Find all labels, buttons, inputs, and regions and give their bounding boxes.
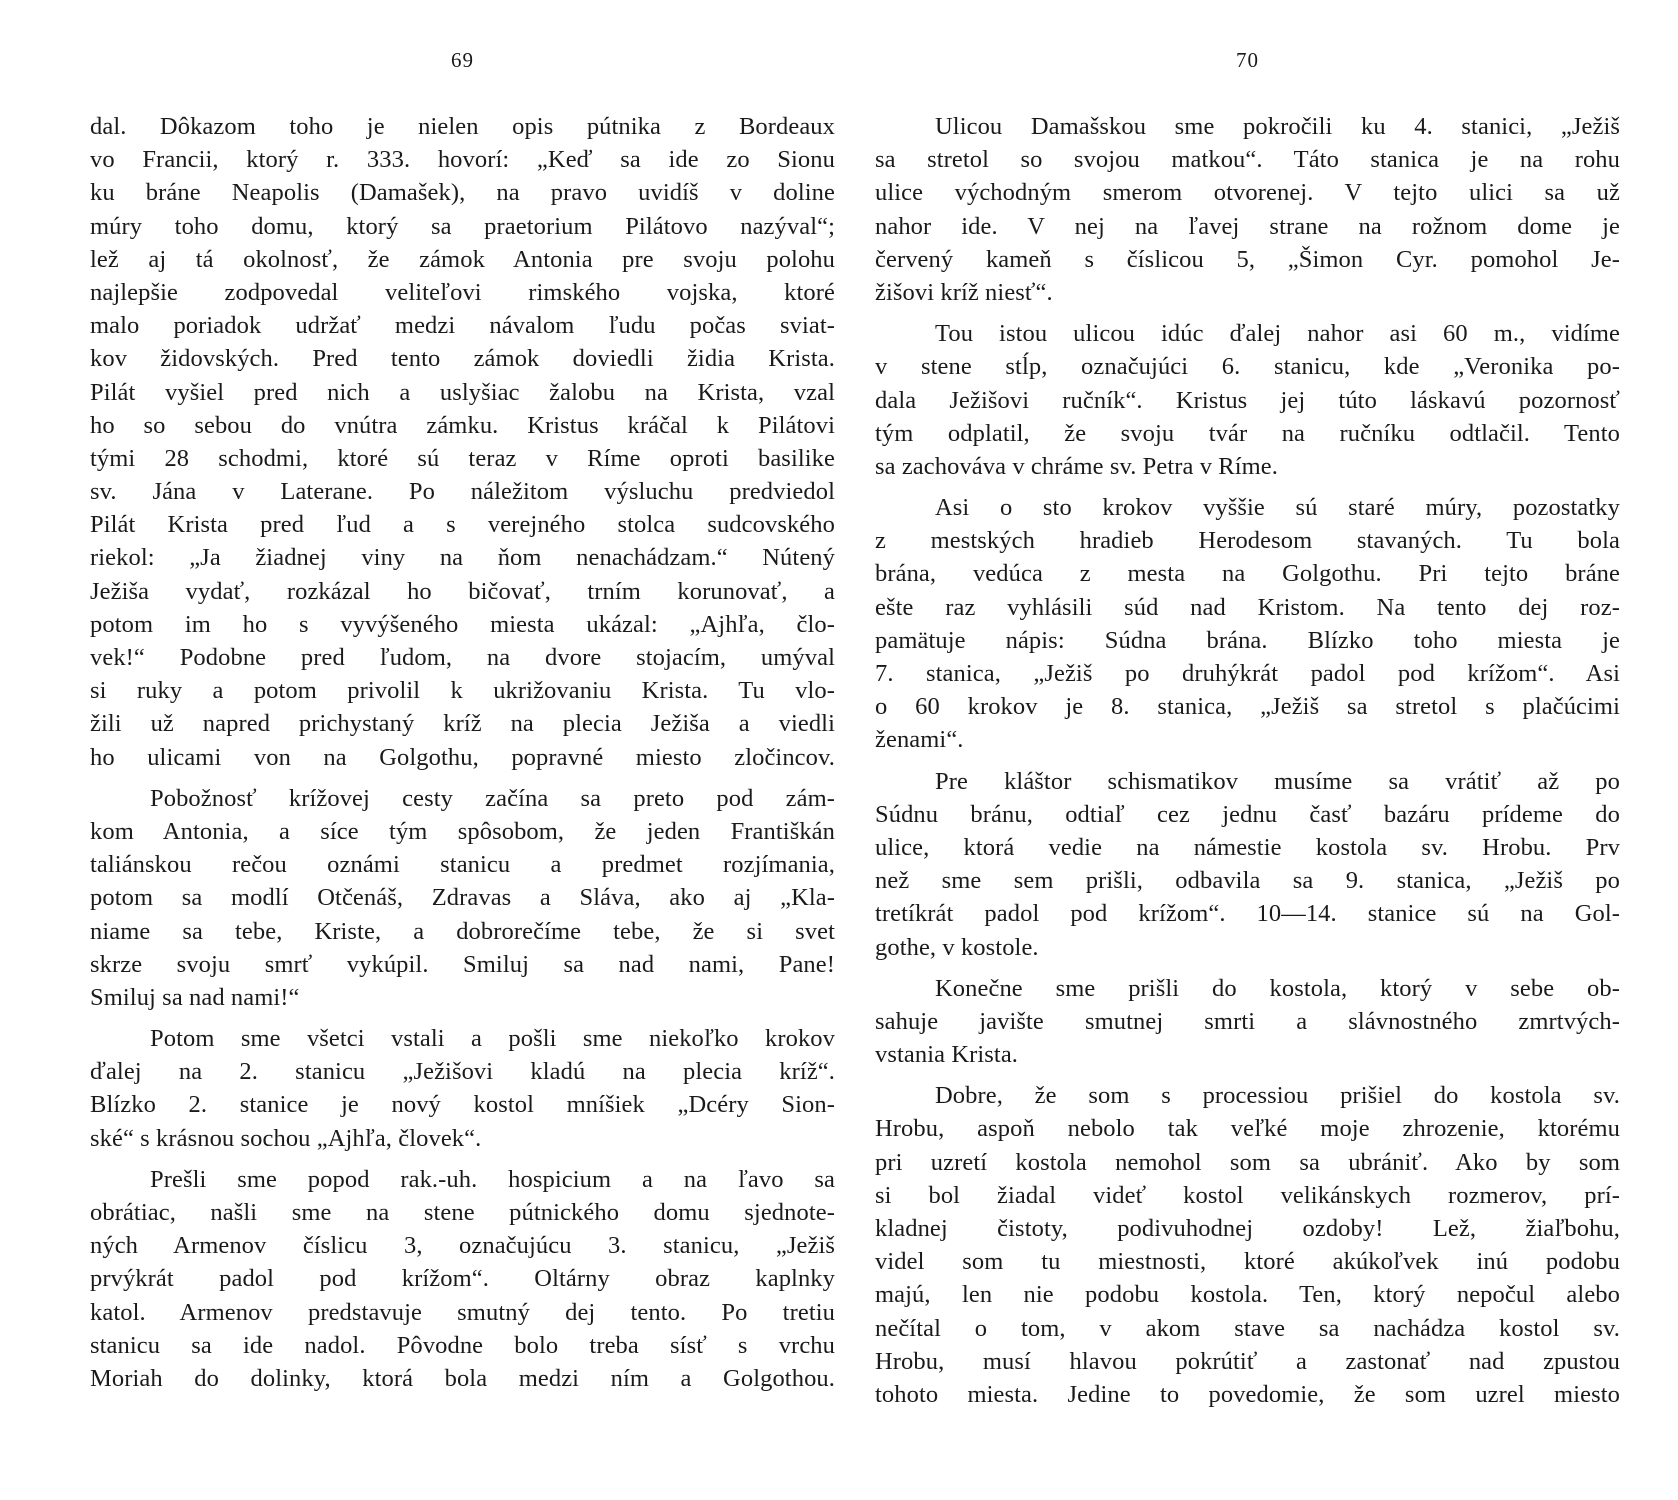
paragraph [875, 110, 1620, 309]
text-line: pri uzretí kostola nemohol som sa ubrániť. Ako by som [875, 1148, 1620, 1176]
text-line: ské“ s krásnou sochou „Ajhľa, človek“. [90, 1124, 482, 1152]
paragraph [90, 1022, 835, 1155]
text-line: potom sa modlí Otčenáš, Zdravas a Sláva, ako aj „Kla- [90, 884, 835, 912]
text-line: si bol žiadal videť kostol velikánskych rozmerov, prí- [875, 1181, 1620, 1209]
text-line: kom Antonia, a síce tým spôsobom, že jeden Františkán [90, 817, 835, 845]
paragraph [875, 1079, 1620, 1411]
text-line: lež aj tá okolnosť, že zámok Antonia pre svoju polohu [90, 245, 835, 273]
text-line: tretíkrát padol pod krížom“. 10—14. stanice sú na Gol- [875, 900, 1620, 928]
text-line: červený kameň s číslicou 5, „Šimon Cyr. pomohol Je- [875, 245, 1620, 273]
text-line: Hrobu, musí hlavou pokrútiť a zastonať nad zpustou [875, 1347, 1620, 1375]
page-number-right: 70 [1236, 48, 1259, 72]
text-line: Dobre, že som s processiou prišiel do kostola sv. [935, 1082, 1620, 1110]
page-number-left: 69 [451, 48, 474, 72]
text-line: Pilát Krista pred ľud a s verejného stolca sudcovského [90, 511, 835, 539]
text-line: ných Armenov číslicu 3, označujúcu 3. stanicu, „Ježiš [90, 1232, 835, 1260]
text-line: sa zachováva v chráme sv. Petra v Ríme. [875, 452, 1279, 480]
text-line: katol. Armenov predstavuje smutný dej tento. Po tretiu [90, 1298, 835, 1326]
paragraph [875, 972, 1620, 1072]
paragraph [875, 765, 1620, 964]
text-line: potom im ho s vyvýšeného miesta ukázal: „Ajhľa, člo- [90, 610, 835, 638]
text-line: Prešli sme popod rak.-uh. hospicium a na ľavo sa [150, 1165, 835, 1193]
text-line: v stene stĺp, označujúci 6. stanicu, kde „Veronika po- [875, 353, 1620, 381]
text-line: Smiluj sa nad nami!“ [90, 983, 300, 1011]
text-line: kov židovských. Pred tento zámok doviedli židia Krista. [90, 345, 835, 373]
text-line: o 60 krokov je 8. stanica, „Ježiš sa stretol s plačúcimi [875, 693, 1620, 721]
text-line: si ruky a potom privolil k ukrižovaniu Krista. Tu vlo- [90, 677, 835, 705]
text-line: obrátiac, našli sme na stene pútnického domu sjednote- [90, 1199, 835, 1226]
text-line: skrze svoju smrť vykúpil. Smiluj sa nad nami, Pane! [90, 950, 835, 978]
text-line: vek!“ Podobne pred ľudom, na dvore stojacím, umýval [90, 644, 835, 671]
left-page [90, 0, 835, 1500]
text-line: brána, vedúca z mesta na Golgothu. Pri tejto bráne [875, 560, 1620, 588]
paragraph [90, 1163, 835, 1395]
text-line: dala Ježišovi ručník“. Kristus jej túto láskavú pozornosť [875, 386, 1620, 414]
text-line: Súdnu bránu, odtiaľ cez jednu časť bazáru prídeme do [875, 800, 1620, 828]
text-line: z mestských hradieb Herodesom stavaných. Tu bola [875, 527, 1620, 555]
text-line: taliánskou rečou oznámi stanicu a predmet rozjímania, [90, 851, 835, 879]
text-line: kladnej čistoty, podivuhodnej ozdoby! Lež, žiaľbohu, [875, 1215, 1620, 1242]
text-line: Pre kláštor schismatikov musíme sa vrátiť až po [935, 767, 1620, 795]
text-line: vo Francii, ktorý r. 333. hovorí: „Keď sa ide zo Sionu [90, 146, 835, 174]
text-line: ho so sebou do vnútra zámku. Kristus kráčal k Pilátovi [90, 411, 835, 439]
text-line: Moriah do dolinky, ktorá bola medzi ním a Golgothou. [90, 1364, 835, 1392]
text-line: prvýkrát padol pod krížom“. Oltárny obraz kaplnky [90, 1265, 835, 1293]
text-line: Pilát vyšiel pred nich a uslyšiac žalobu na Krista, vzal [90, 378, 835, 406]
text-line: pamätuje nápis: Súdna brána. Blízko toho miesta je [875, 626, 1620, 654]
text-line: Pobožnosť krížovej cesty začína sa preto pod zám- [150, 784, 835, 812]
text-line: Potom sme všetci vstali a pošli sme niekoľko krokov [150, 1025, 835, 1053]
text-line: múry toho domu, ktorý sa praetorium Pilátovo nazýval“; [90, 212, 835, 240]
text-line: nahor ide. V nej na ľavej strane na rožnom dome je [875, 212, 1620, 240]
paragraph [875, 491, 1620, 757]
paragraph [90, 110, 835, 774]
text-line: ženami“. [875, 726, 964, 754]
text-line: sahuje javište smutnej smrti a slávnostného zmrtvých- [875, 1007, 1620, 1035]
text-line: nečítal o tom, v akom stave sa nachádza kostol sv. [875, 1314, 1620, 1342]
text-line: ho ulicami von na Golgothu, popravné miesto zločincov. [90, 743, 835, 771]
text-line: najlepšie zodpovedal veliteľovi rimského vojska, ktoré [90, 278, 835, 306]
paragraph [875, 317, 1620, 483]
text-line: ulice východným smerom otvorenej. V tejto ulici sa už [875, 179, 1620, 207]
text-line: 7. stanica, „Ježiš po druhýkrát padol pod krížom“. Asi [875, 660, 1620, 687]
text-line: tými 28 schodmi, ktoré sú teraz v Ríme oproti basilike [90, 444, 835, 472]
text-line: ďalej na 2. stanicu „Ježišovi kladú na plecia kríž“. [90, 1058, 835, 1086]
left-page-text [90, 110, 835, 1403]
text-line: Hrobu, aspoň nebolo tak veľké moje zhrozenie, ktorému [875, 1115, 1620, 1143]
text-line: riekol: „Ja žiadnej viny na ňom nenachádzam.“ Nútený [90, 544, 835, 572]
text-line: Tou istou ulicou idúc ďalej nahor asi 60 m., vidíme [935, 320, 1620, 348]
text-line: vstania Krista. [875, 1041, 1019, 1069]
right-page-text [875, 110, 1620, 1419]
text-line: gothe, v kostole. [875, 933, 1039, 961]
text-line: malo poriadok udržať medzi návalom ľudu počas sviat- [90, 312, 835, 340]
text-line: sa stretol so svojou matkou“. Táto stanica je na rohu [875, 146, 1620, 174]
right-page [875, 0, 1620, 1500]
text-line: sv. Jána v Laterane. Po náležitom výsluchu predviedol [90, 478, 835, 506]
text-line: žišovi kríž niesť“. [875, 278, 1053, 306]
text-line: tohoto miesta. Jedine to povedomie, že som uzrel miesto [875, 1380, 1620, 1408]
text-line: ku bráne Neapolis (Damašek), na pravo uvidíš v doline [90, 179, 835, 207]
text-line: Asi o sto krokov vyššie sú staré múry, pozostatky [935, 494, 1620, 522]
text-line: Konečne sme prišli do kostola, ktorý v sebe ob- [935, 974, 1620, 1002]
text-line: Blízko 2. stanice je nový kostol mníšiek „Dcéry Sion- [90, 1091, 835, 1119]
text-line: tým odplatil, že svoju tvár na ručníku odtlačil. Tento [875, 419, 1620, 447]
text-line: než sme sem prišli, odbavila sa 9. stanica, „Ježiš po [875, 867, 1620, 895]
paragraph [90, 782, 835, 1014]
text-line: dal. Dôkazom toho je nielen opis pútnika z Bordeaux [90, 113, 835, 140]
text-line: videl som tu miestnosti, ktoré akúkoľvek inú podobu [875, 1248, 1620, 1276]
text-line: Ježiša vydať, rozkázal ho bičovať, trním korunovať, a [90, 577, 835, 605]
text-line: majú, len nie podobu kostola. Ten, ktorý nepočul alebo [875, 1281, 1620, 1309]
text-line: Ulicou Damašskou sme pokročili ku 4. stanici, „Ježiš [935, 113, 1620, 140]
text-line: ešte raz vyhlásili súd nad Kristom. Na tento dej roz- [875, 593, 1620, 621]
text-line: niame sa tebe, Kriste, a dobrorečíme tebe, že si svet [90, 917, 835, 945]
text-line: ulice, ktorá vedie na námestie kostola sv. Hrobu. Prv [875, 833, 1620, 861]
text-line: žili už napred prichystaný kríž na plecia Ježiša a viedli [90, 710, 835, 738]
text-line: stanicu sa ide nadol. Pôvodne bolo treba sísť s vrchu [90, 1331, 835, 1359]
